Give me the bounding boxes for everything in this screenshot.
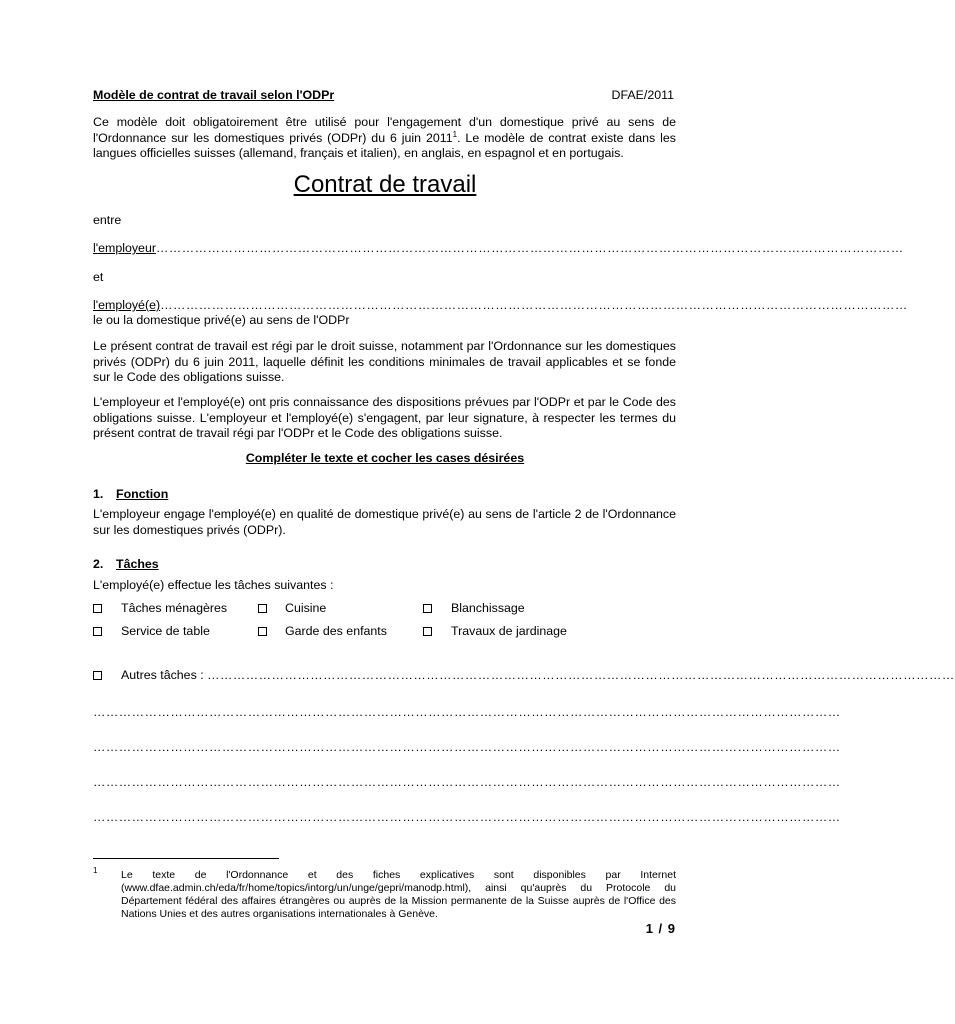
- governing-law-paragraph: Le présent contrat de travail est régi par le droit suisse, notamment par l'Ordonnance sur les domestiques privés (ODPr) du 6 juin 2011, laquelle définit les conditions minimales de travail applicables et se fonde sur le Code des obligations suisse.: [93, 339, 676, 384]
- other-tasks-line-5[interactable]: …………………………………………………………………………………………………………………………………………………………: [93, 810, 841, 824]
- other-tasks-line-3[interactable]: …………………………………………………………………………………………………………………………………………………………: [93, 740, 841, 754]
- other-tasks-field[interactable]: [121, 668, 955, 684]
- section-1-number: 1.: [93, 487, 104, 501]
- task-label-service-de-table: Service de table: [121, 624, 210, 638]
- document-reference: DFAE/2011: [611, 88, 674, 102]
- section-1-label: Fonction: [116, 487, 169, 501]
- employee-note: le ou la domestique privé(e) au sens de l'ODPr: [93, 313, 350, 327]
- task-label-cuisine: Cuisine: [285, 601, 327, 615]
- intro-text-b: . Le modèle de contrat existe dans les langues officielles suisses (allemand, français et italien), en anglais, en espagnol et en portugais.: [93, 130, 676, 160]
- document-header-title: Modèle de contrat de travail selon l'ODPr: [93, 88, 335, 102]
- employer-field[interactable]: [93, 241, 904, 257]
- other-tasks-line-2[interactable]: …………………………………………………………………………………………………………………………………………………………: [93, 705, 841, 719]
- page-number: 1 / 9: [645, 921, 676, 936]
- task-label-blanchissage: Blanchissage: [451, 601, 525, 615]
- section-1-text: L'employeur engage l'employé(e) en qualité de domestique privé(e) au sens de l'article 2 de l'Ordonnance sur les domestiques privés (ODPr).: [93, 507, 676, 537]
- section-2-intro: L'employé(e) effectue les tâches suivantes :: [93, 578, 334, 592]
- checkbox-cuisine[interactable]: [258, 604, 267, 613]
- employer-fill-line[interactable]: …………………………………………………………………………………………………………………………………………………………: [155, 241, 904, 255]
- footnote-mark: 1: [93, 866, 98, 875]
- footnote-divider: [93, 858, 279, 859]
- intro-paragraph: [93, 115, 676, 162]
- employee-fill-line[interactable]: …………………………………………………………………………………………………………………………………………………………: [160, 298, 908, 312]
- and-label: et: [93, 270, 104, 284]
- checkbox-taches-menageres[interactable]: [93, 604, 102, 613]
- other-tasks-line-4[interactable]: …………………………………………………………………………………………………………………………………………………………: [93, 775, 841, 789]
- employee-field[interactable]: [93, 298, 908, 314]
- checkbox-service-de-table[interactable]: [93, 627, 102, 636]
- section-1-heading: [93, 487, 168, 503]
- footnote-text: Le texte de l'Ordonnance et des fiches explicatives sont disponibles par Internet (www.dfae.admin.ch/eda/fr/home/topics/intorg/un/unge/gepri/manodp.html), ainsi qu'auprès du Protocole du Département fédéral des affaires étrangères ou auprès de la Mission permanente de la Suisse auprès de l'Office des Nations Unies et des autres organisations internationales à Genève.: [121, 869, 676, 920]
- checkbox-travaux-de-jardinage[interactable]: [423, 627, 432, 636]
- task-label-garde-des-enfants: Garde des enfants: [285, 624, 387, 638]
- other-tasks-fill-line[interactable]: …………………………………………………………………………………………………………………………………………………………: [207, 668, 955, 682]
- other-tasks-label: Autres tâches :: [121, 668, 208, 682]
- checkbox-garde-des-enfants[interactable]: [258, 627, 267, 636]
- section-2-label: Tâches: [116, 557, 159, 571]
- page-title: Contrat de travail: [293, 171, 477, 198]
- acknowledgement-paragraph: L'employeur et l'employé(e) ont pris connaissance des dispositions prévues par l'ODPr et par le Code des obligations suisse. L'employeur et l'employé(e) s'engagent, par leur signature, à respecter les termes du présent contrat de travail régi par l'ODPr et le Code des obligations suisse.: [93, 395, 676, 440]
- employer-label: l'employeur: [93, 241, 156, 255]
- section-2-number: 2.: [93, 557, 104, 571]
- task-label-taches-menageres: Tâches ménagères: [121, 601, 228, 615]
- employee-label: l'employé(e): [93, 298, 161, 312]
- between-label: entre: [93, 213, 122, 227]
- intro-text-a: Ce modèle doit obligatoirement être utilisé pour l'engagement d'un domestique privé au sens de l'Ordonnance sur les domestiques privés (ODPr) du 6 juin 2011: [93, 115, 676, 145]
- task-label-travaux-de-jardinage: Travaux de jardinage: [451, 624, 567, 638]
- checkbox-blanchissage[interactable]: [423, 604, 432, 613]
- footnote-reference[interactable]: 1: [452, 129, 458, 139]
- checkbox-autres-taches[interactable]: [93, 671, 102, 680]
- instruction-heading: Compléter le texte et cocher les cases désirées: [245, 451, 525, 465]
- section-2-heading: [93, 557, 159, 573]
